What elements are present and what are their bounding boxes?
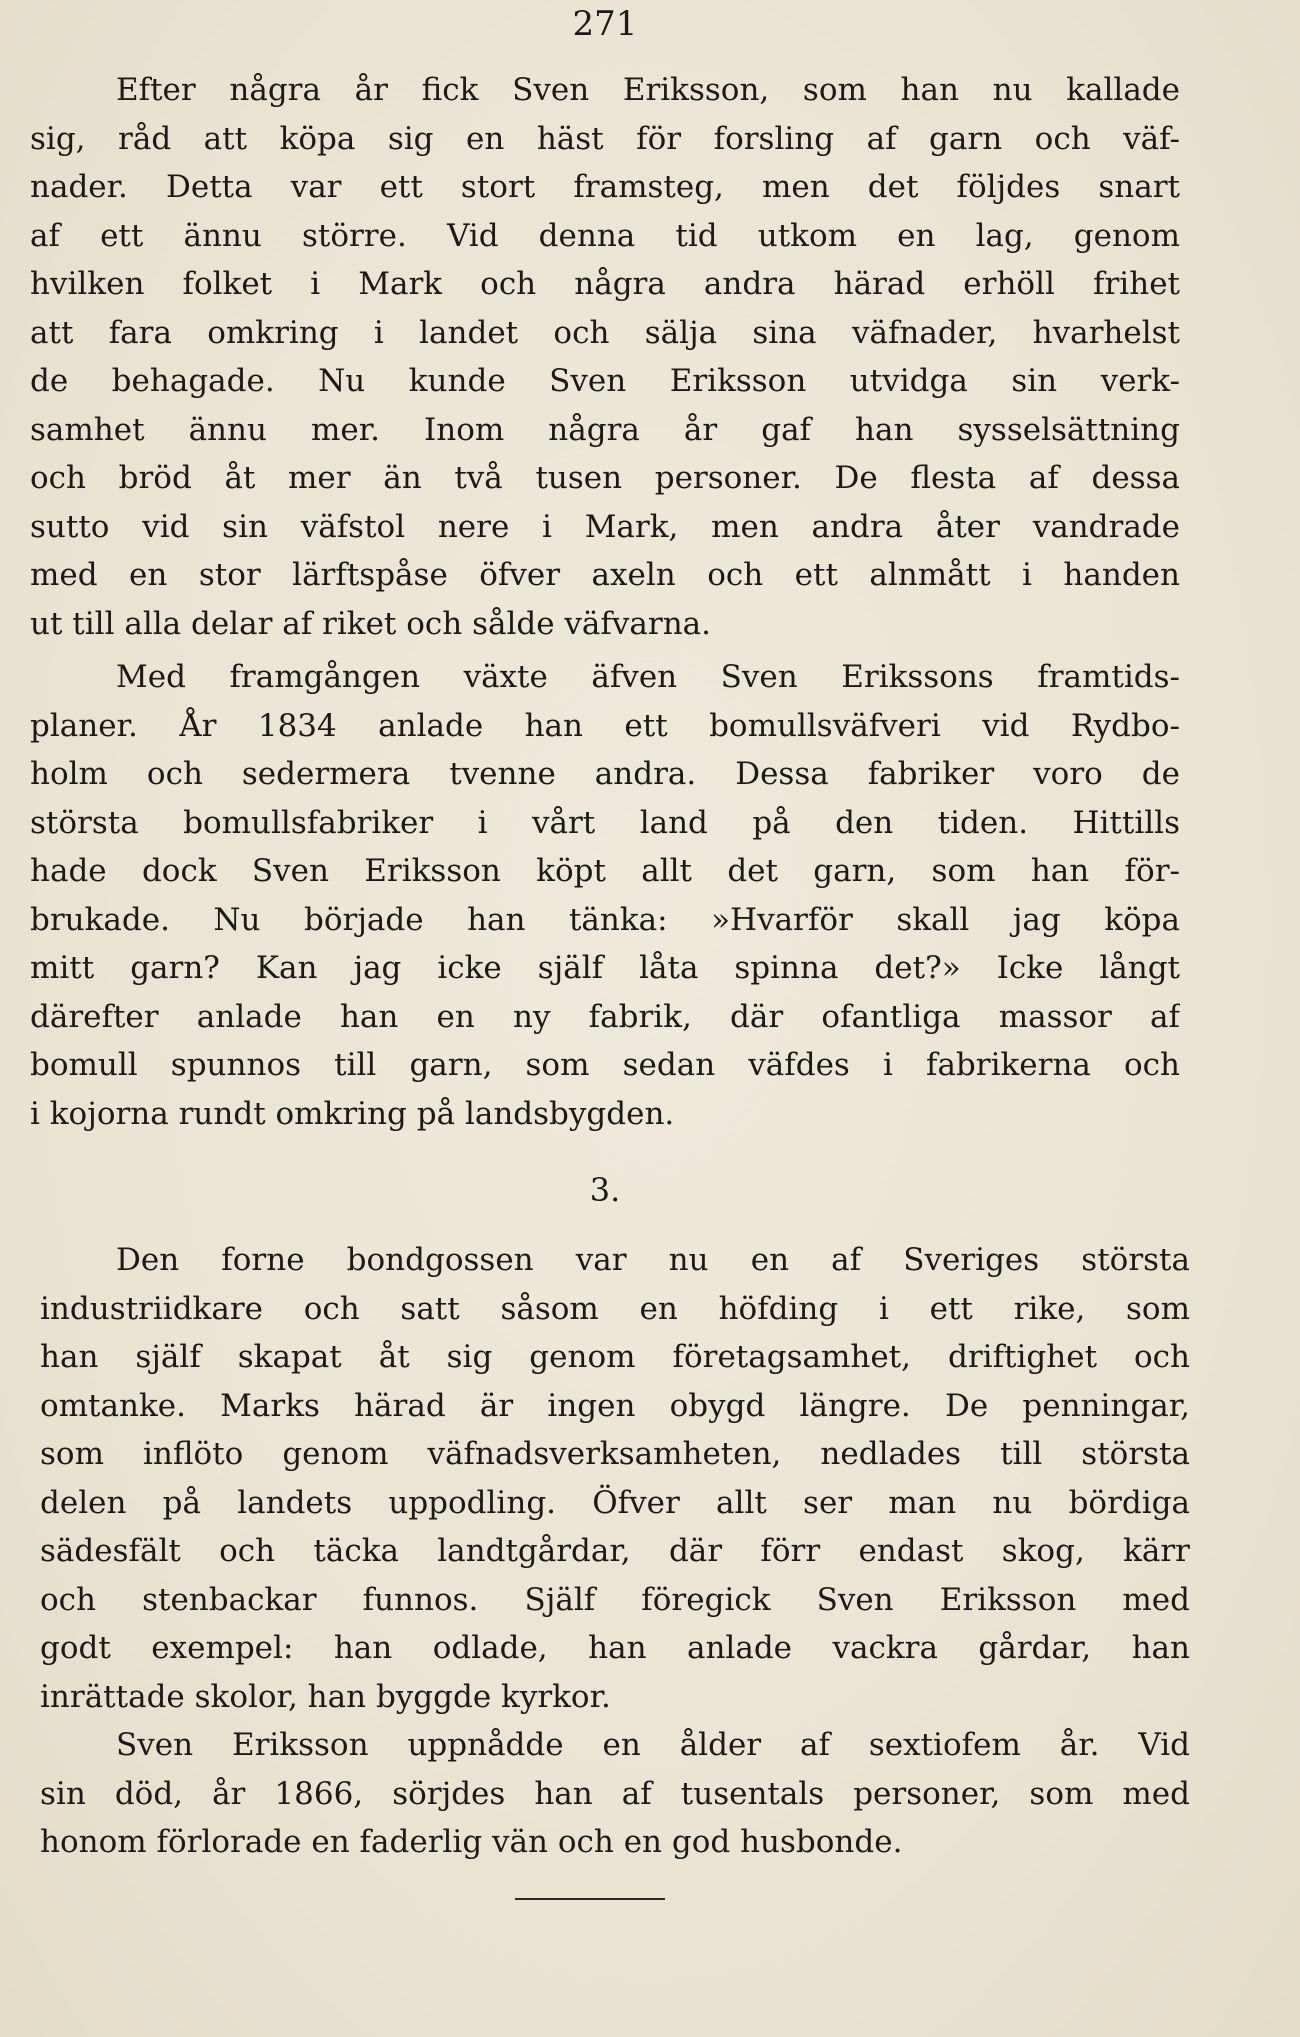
text-line: nader. Detta var ett stort framsteg, men det följdes snart	[30, 169, 1180, 205]
text-line: Sven Eriksson uppnådde en ålder af sextiofem år. Vid	[116, 1727, 1190, 1763]
text-line: Med framgången växte äfven Sven Erikssons framtids-	[116, 659, 1180, 695]
text-line: som inflöto genom väfnadsverksamheten, nedlades till största	[40, 1436, 1190, 1472]
paragraph-3	[40, 1236, 1190, 1721]
text-line: största bomullsfabriker i vårt land på den tiden. Hittills	[30, 804, 1180, 841]
text-line: holm och sedermera tvenne andra. Dessa fabriker voro de	[30, 756, 1180, 792]
text-line: och stenbackar funnos. Själf föregick Sven Eriksson med	[40, 1581, 1190, 1618]
text-line: godt exempel: han odlade, han anlade vackra gårdar, han	[40, 1630, 1190, 1666]
paragraph-2	[30, 653, 1180, 1138]
text-line: brukade. Nu började han tänka: »Hvarför skall jag köpa	[30, 901, 1180, 938]
page-number: 271	[572, 4, 638, 44]
text-line: bomull spunnos till garn, som sedan väfdes i fabrikerna och	[30, 1047, 1180, 1083]
text-line: med en stor lärftspåse öfver axeln och ett alnmått i handen	[30, 557, 1180, 593]
section-number: 3.	[589, 1171, 621, 1209]
text-line: omtanke. Marks härad är ingen obygd längre. De penningar,	[40, 1387, 1190, 1424]
text-line: inrättade skolor, han byggde kyrkor.	[40, 1678, 611, 1715]
text-line: ut till alla delar af riket och sålde väfvarna.	[30, 605, 712, 642]
text-line: mitt garn? Kan jag icke själf låta spinna det?» Icke långt	[30, 950, 1180, 986]
text-line: Efter några år fick Sven Eriksson, som han nu kallade	[116, 72, 1180, 108]
text-line: sutto vid sin väfstol nere i Mark, men andra åter vandrade	[30, 508, 1180, 545]
text-line: honom förlorade en faderlig vän och en god husbonde.	[40, 1824, 903, 1860]
paragraph-1	[30, 66, 1180, 648]
text-line: sig, råd att köpa sig en häst för forsling af garn och väf-	[30, 120, 1180, 157]
text-line: af ett ännu större. Vid denna tid utkom en lag, genom	[30, 217, 1180, 254]
text-line: delen på landets uppodling. Öfver allt ser man nu bördiga	[40, 1484, 1190, 1521]
text-line: han själf skapat åt sig genom företagsamhet, driftighet och	[40, 1339, 1190, 1375]
text-line: samhet ännu mer. Inom några år gaf han sysselsättning	[30, 411, 1180, 448]
text-line: de behagade. Nu kunde Sven Eriksson utvidga sin verk-	[30, 363, 1180, 399]
text-line: och bröd åt mer än två tusen personer. De flesta af dessa	[30, 460, 1180, 496]
text-line: därefter anlade han en ny fabrik, där ofantliga massor af	[30, 998, 1180, 1035]
text-line: sädesfält och täcka landtgårdar, där förr endast skog, kärr	[40, 1533, 1190, 1569]
text-line: i kojorna rundt omkring på landsbygden.	[30, 1095, 675, 1132]
text-line: Den forne bondgossen var nu en af Sveriges största	[116, 1242, 1190, 1278]
text-line: hvilken folket i Mark och några andra härad erhöll frihet	[30, 266, 1180, 302]
text-line: att fara omkring i landet och sälja sina väfnader, hvarhelst	[30, 314, 1180, 351]
text-line: industriidkare och satt såsom en höfding i ett rike, som	[40, 1290, 1190, 1327]
text-line: sin död, år 1866, sörjdes han af tusentals personer, som med	[40, 1775, 1190, 1812]
end-rule	[515, 1898, 665, 1900]
text-line: planer. År 1834 anlade han ett bomullsväfveri vid Rydbo-	[30, 707, 1180, 744]
text-line: hade dock Sven Eriksson köpt allt det garn, som han för-	[30, 853, 1180, 889]
paragraph-4	[40, 1721, 1190, 1867]
